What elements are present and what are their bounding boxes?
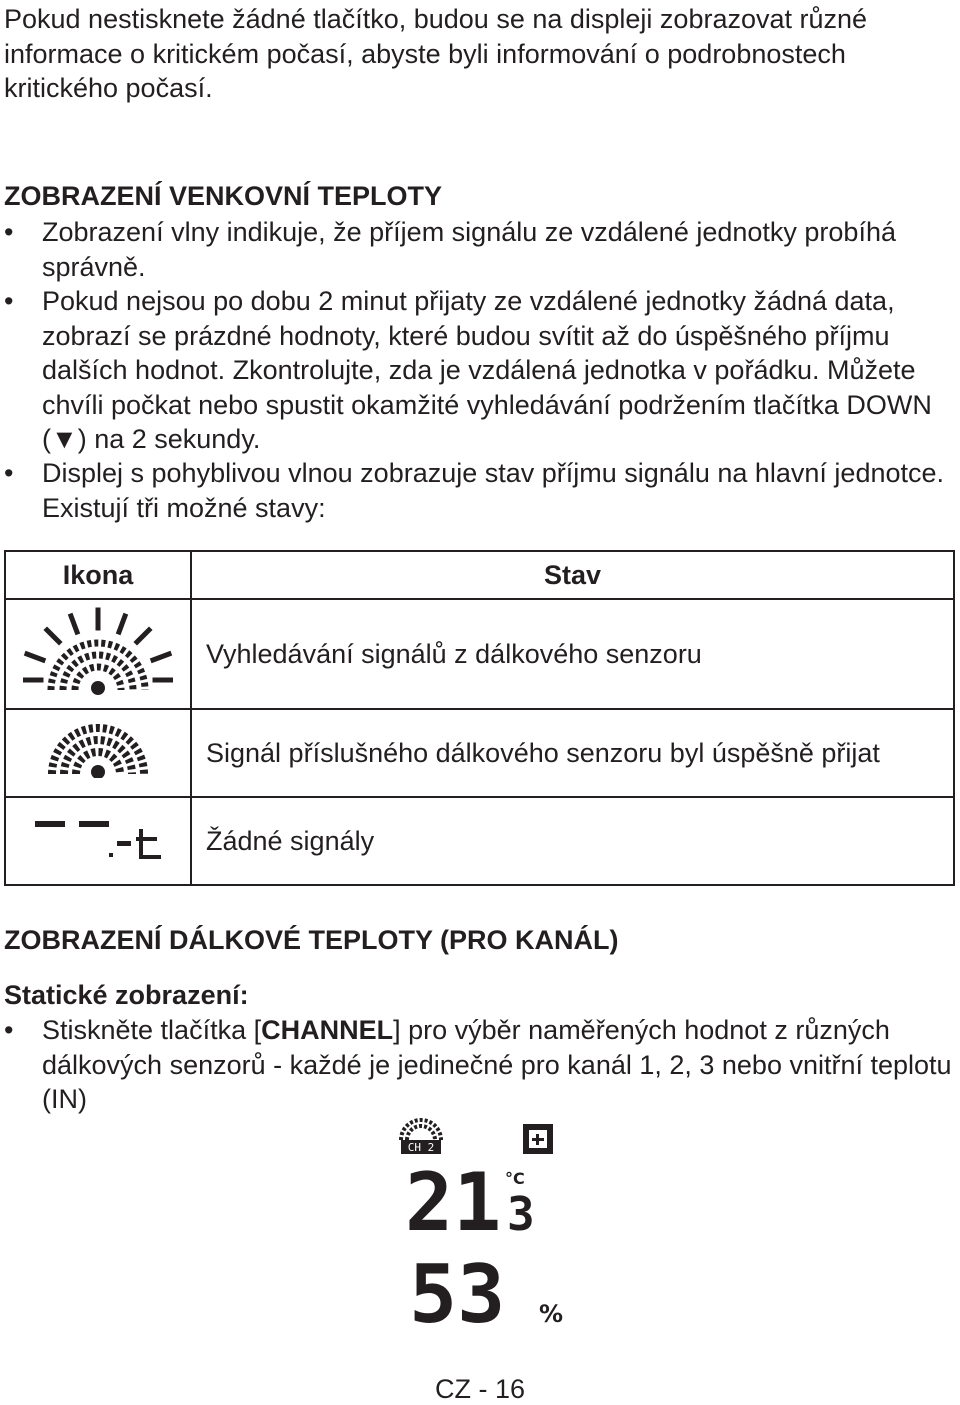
- page-number: CZ - 16: [434, 1374, 526, 1404]
- intro-paragraph: Pokud nestisknete žádné tlačítko, budou se na displeji zobrazovat různé informace o kritickém počasí, abyste byli informování o podrobnostech kritického počasí.: [4, 4, 868, 103]
- bullet-dot: •: [4, 217, 14, 247]
- no-signal-icon: [33, 815, 163, 861]
- temp-integer: 21: [405, 1156, 502, 1249]
- battery-icon: [523, 1124, 553, 1154]
- signal-received-icon: [48, 722, 148, 778]
- status-text: Vyhledávání signálů z dálkového senzoru: [191, 599, 954, 709]
- table-row: [5, 709, 954, 797]
- bullet-dot: •: [4, 458, 14, 488]
- bullet-dot: •: [4, 286, 14, 316]
- table-row: [5, 797, 954, 885]
- channel-label: CH 2: [407, 1141, 435, 1154]
- table-row: [5, 599, 954, 709]
- lcd-display-illustration: [395, 1110, 575, 1340]
- humidity-value: 53: [409, 1248, 506, 1340]
- bullet-text: Displej s pohyblivou vlnou zobrazuje stav příjmu signálu na hlavní jednotce. Existují tři možné stavy:: [42, 458, 945, 523]
- bullet-text: Pokud nejsou po dobu 2 minut přijaty ze vzdálené jednotky žádná data, zobrazí se prázdné hodnoty, které budou svítit až do úspěšného příjmu dalších hodnot. Zkontrolujte, zda je vzdálená jednotka v pořádku. Můžete chvíli počkat nebo spustit okamžité vyhledávání podržením tlačítka DOWN (▼) na 2 sekundy.: [42, 286, 932, 454]
- bullet-text: Stiskněte tlačítka [CHANNEL] pro výběr naměřených hodnot z různých dálkových senzorů - každé je jedinečné pro kanál 1, 2, 3 nebo vnitřní teplotu (IN): [42, 1015, 952, 1114]
- bullet-dot: •: [4, 1015, 14, 1045]
- temp-unit: °C: [505, 1169, 525, 1188]
- status-text: Signál příslušného dálkového senzoru byl úspěšně přijat: [191, 709, 954, 797]
- humidity-unit: %: [539, 1300, 564, 1328]
- table-header-status: Stav: [191, 551, 954, 599]
- table-header-icon: Ikona: [5, 551, 191, 599]
- bullet-text: Zobrazení vlny indikuje, že příjem signálu ze vzdálené jednotky probíhá správně.: [42, 217, 896, 282]
- signal-searching-icon: [23, 606, 173, 696]
- section-heading-outdoor-temp: ZOBRAZENÍ VENKOVNÍ TEPLOTY: [4, 181, 443, 211]
- channel-button-label: CHANNEL: [261, 1015, 394, 1045]
- temp-decimal: 3: [507, 1187, 535, 1241]
- signal-status-table: [4, 550, 955, 886]
- section-heading-remote-temp: ZOBRAZENÍ DÁLKOVÉ TEPLOTY (PRO KANÁL): [4, 925, 619, 955]
- status-text: Žádné signály: [191, 797, 954, 885]
- subheading-static-display: Statické zobrazení:: [4, 980, 249, 1010]
- signal-channel-icon: [401, 1120, 441, 1154]
